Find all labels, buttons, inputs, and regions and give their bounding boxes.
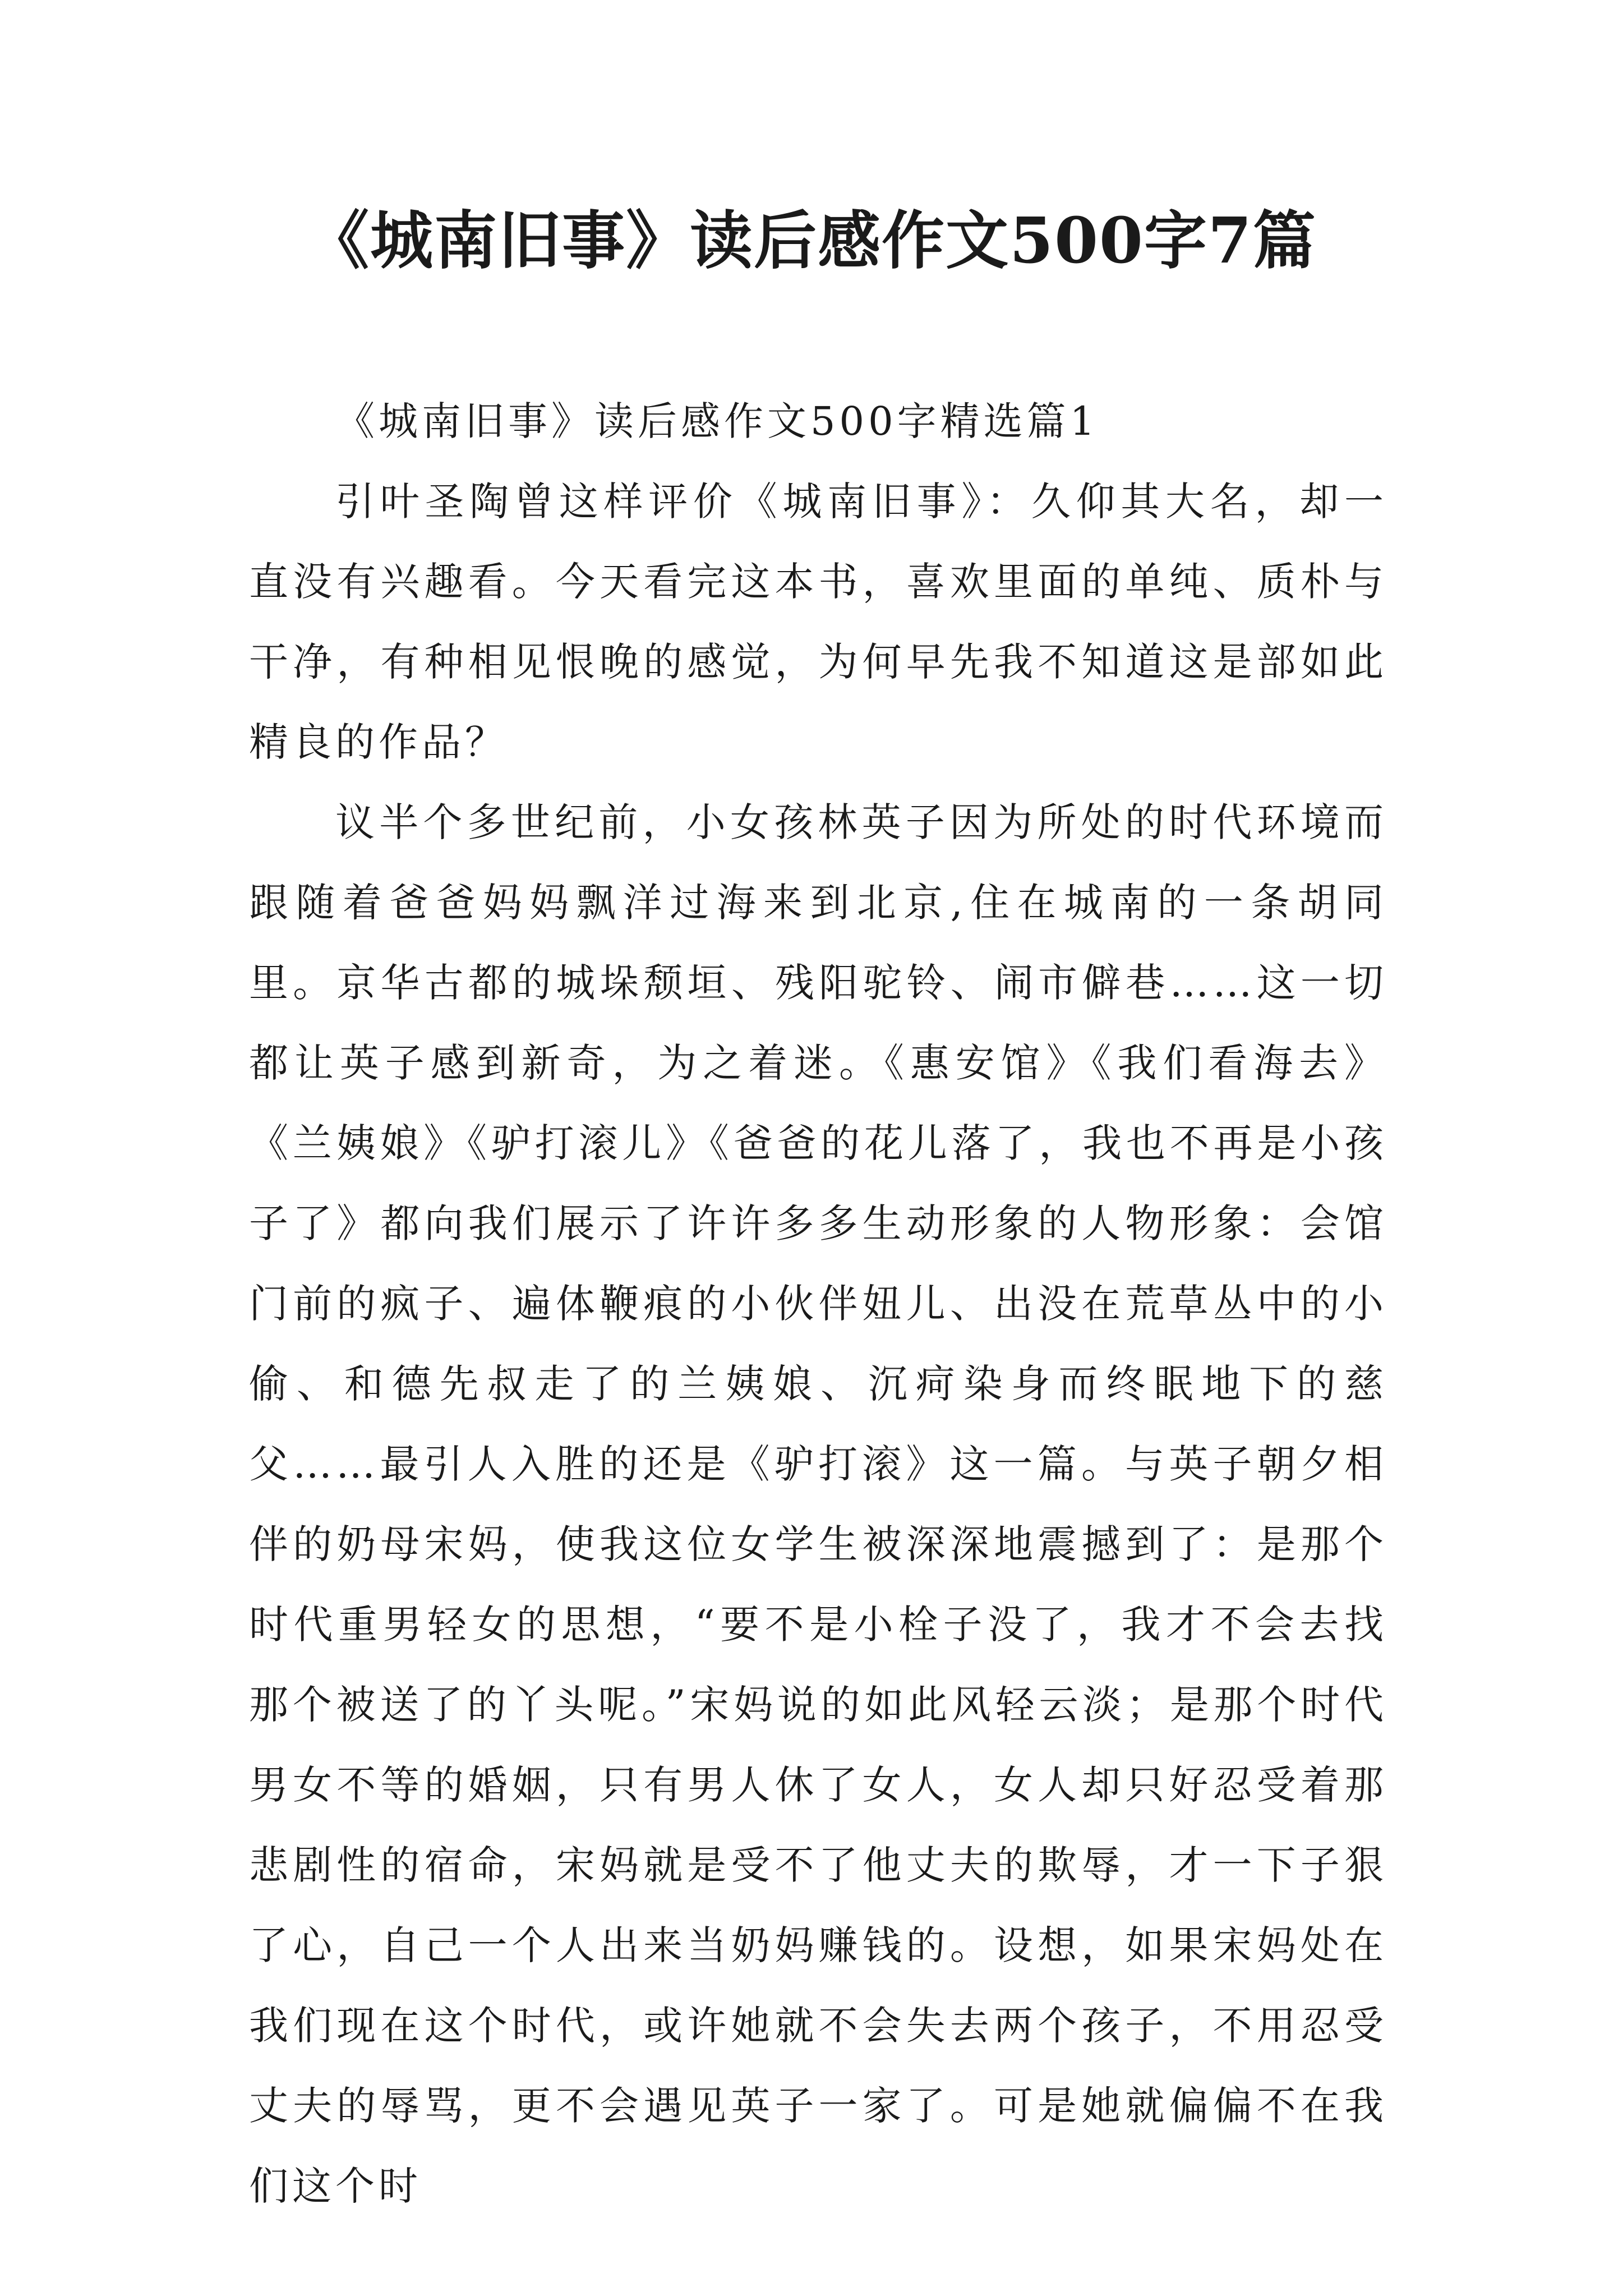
paragraph-1: 引叶圣陶曾这样评价《城南旧事》：久仰其大名，却一直没有兴趣看。今天看完这本书，喜欢里面的单纯、质朴与干净，有种相见恨晚的感觉，为何早先我不知道这是部如此精良的作品？ [249, 478, 1387, 765]
section-heading: 《城南旧事》读后感作文500字精选篇1 [335, 398, 1099, 444]
document-body [249, 381, 1387, 2226]
document-title: 《城南旧事》读后感作文500字7篇 [306, 204, 1317, 278]
paragraph-2: 议半个多世纪前，小女孩林英子因为所处的时代环境而跟随着爸爸妈妈飘洋过海来到北京,住在城南的一条胡同里。京华古都的城垛颓垣、残阳驼铃、闹市僻巷……这一切都让英子感到新奇，为之着迷。《惠安馆》《我们看海去》《兰姨娘》《驴打滚儿》《爸爸的花儿落了，我也不再是小孩子了》都向我们展示了许许多多生动形象的人物形象：会馆门前的疯子、遍体鞭痕的小伙伴妞儿、出没在荒草丛中的小偷、和德先叔走了的兰姨娘、沉疴染身而终眠地下的慈父……最引人入胜的还是《驴打滚》这一篇。与英子朝夕相伴的奶母宋妈，使我这位女学生被深深地震撼到了：是那个时代重男轻女的思想，“要不是小栓子没了，我才不会去找那个被送了的丫头呢。”宋妈说的如此风轻云淡；是那个时代男女不等的婚姻，只有男人休了女人，女人却只好忍受着那悲剧性的宿命，宋妈就是受不了他丈夫的欺辱，才一下子狠了心，自己一个人出来当奶妈赚钱的。设想，如果宋妈处在我们现在这个时代，或许她就不会失去两个孩子，不用忍受丈夫的辱骂，更不会遇见英子一家了。可是她就偏偏不在我们这个时 [249, 799, 1387, 2209]
